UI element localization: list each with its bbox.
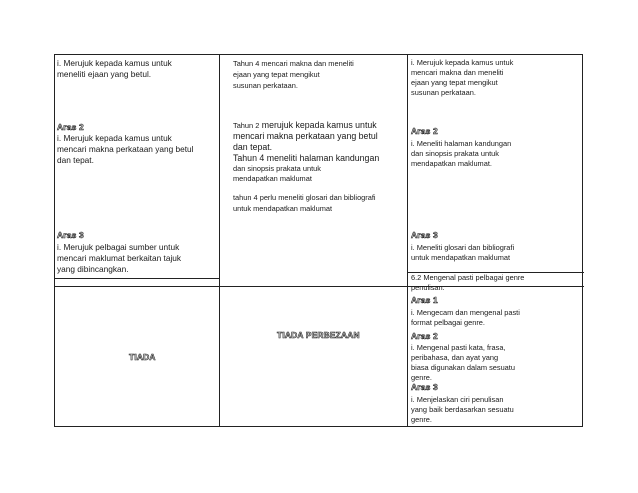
cell-text: i. Merujuk kepada kamus untuk bbox=[57, 133, 172, 143]
cell-text: tahun 4 perlu meneliti glosari dan bibliografi bbox=[233, 193, 376, 202]
cell-text: Tahun 4 meneliti halaman kandungan bbox=[233, 153, 380, 163]
cell-text: untuk mendapatkan maklumat bbox=[411, 253, 511, 262]
cell-text: Tahun 4 mencari makna dan meneliti bbox=[233, 59, 354, 68]
cell-text: merujuk kepada kamus untuk bbox=[261, 120, 377, 130]
column-divider bbox=[407, 55, 408, 426]
cell-text: meneliti ejaan yang betul. bbox=[57, 69, 152, 79]
cell-text: i. Merujuk pelbagai sumber untuk bbox=[57, 242, 180, 252]
cell-text: mencari makna perkataan yang betul bbox=[233, 131, 378, 141]
cell-text: mencari makna dan meneliti bbox=[411, 68, 504, 77]
year-prefix: Tahun 2 bbox=[233, 121, 260, 130]
cell-text: dan sinopsis prakata untuk bbox=[233, 164, 321, 173]
cell-text: i. Meneliti glosari dan bibliografi bbox=[411, 243, 515, 252]
cell-text: yang baik berdasarkan sesuatu bbox=[411, 405, 514, 414]
cell-text: susunan perkataan. bbox=[233, 81, 298, 90]
column-divider bbox=[219, 55, 220, 426]
row-divider bbox=[55, 286, 584, 287]
cell-text: untuk mendapatkan maklumat bbox=[233, 204, 333, 213]
cell-text: yang dibincangkan. bbox=[57, 264, 129, 274]
cell-text: i. Mengecam dan mengenal pasti bbox=[411, 308, 520, 317]
cell-text: i. Mengenal pasti kata, frasa, bbox=[411, 343, 506, 352]
aras-1-heading: Aras 1 bbox=[411, 295, 438, 305]
cell-text bbox=[233, 120, 377, 131]
cell-text: i. Meneliti halaman kandungan bbox=[411, 139, 512, 148]
cell-text: i. Menjelaskan ciri penulisan bbox=[411, 395, 504, 404]
cell-text: 6.2 Mengenal pasti pelbagai genre bbox=[411, 273, 525, 282]
aras-2-heading: Aras 2 bbox=[57, 122, 84, 132]
cell-text: mencari maklumat berkaitan tajuk bbox=[57, 253, 182, 263]
aras-2-heading: Aras 2 bbox=[411, 331, 438, 341]
cell-text: penulisan. bbox=[411, 283, 445, 292]
cell-text: dan tepat. bbox=[57, 155, 94, 165]
cell-text: format pelbagai genre. bbox=[411, 318, 485, 327]
aras-3-heading: Aras 3 bbox=[411, 230, 438, 240]
cell-text: susunan perkataan. bbox=[411, 88, 476, 97]
cell-text: dan sinopsis prakata untuk bbox=[411, 149, 499, 158]
cell-text: mendapatkan maklumat bbox=[233, 174, 312, 183]
cell-text: genre. bbox=[411, 415, 432, 424]
cell-text: ejaan yang tepat mengikut bbox=[233, 70, 320, 79]
cell-text: mencari makna perkataan yang betul bbox=[57, 144, 194, 154]
cell-text: dan tepat. bbox=[233, 142, 273, 152]
cell-text: ejaan yang tepat mengikut bbox=[411, 78, 498, 87]
row-divider bbox=[55, 278, 219, 279]
tiada-perbezaan-label: TIADA PERBEZAAN bbox=[277, 330, 360, 340]
aras-2-heading: Aras 2 bbox=[411, 126, 438, 136]
cell-text: mendapatkan maklumat. bbox=[411, 159, 492, 168]
cell-text: biasa digunakan dalam sesuatu bbox=[411, 363, 515, 372]
aras-3-heading: Aras 3 bbox=[411, 382, 438, 392]
cell-text: peribahasa, dan ayat yang bbox=[411, 353, 499, 362]
cell-text: i. Merujuk kepada kamus untuk bbox=[57, 58, 172, 68]
aras-3-heading: Aras 3 bbox=[57, 230, 84, 240]
tiada-label: TIADA bbox=[129, 352, 156, 362]
cell-text: i. Merujuk kepada kamus untuk bbox=[411, 58, 514, 67]
cell-text: genre. bbox=[411, 373, 432, 382]
